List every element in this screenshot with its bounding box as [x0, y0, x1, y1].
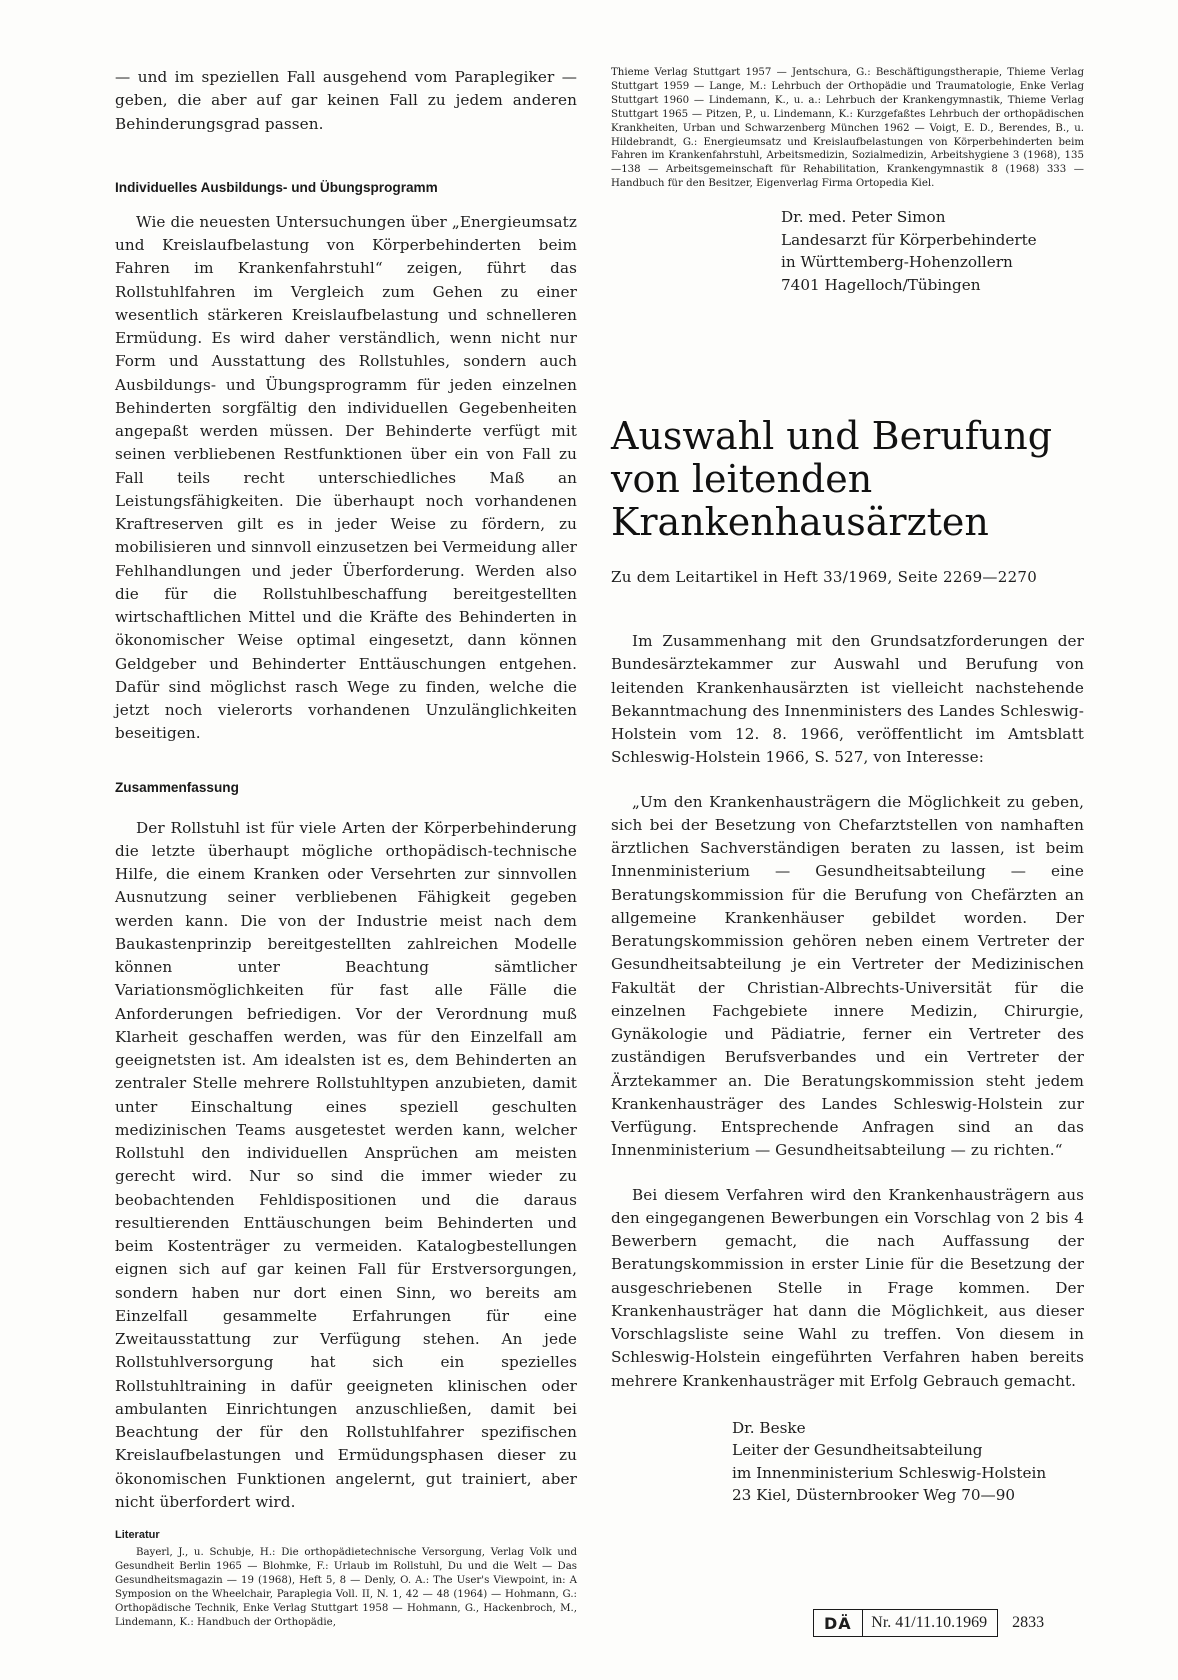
section-heading-summary: Zusammenfassung: [115, 779, 239, 795]
literature-list-continued: Thieme Verlag Stuttgart 1957 — Jentschura, G.: Beschäftigungstherapie, Thieme Verlag Stuttgart 1959 — Lange, M.: Lehrbuch der Orthopädie und Traumatologie, Enke Verlag Stuttgart 1960 — Lindemann, K., u. a.: Lehrbuch der Krankengymnastik, Thieme Verlag Stuttgart 1965 — Pitzen, P., u. Lindemann, K.: Kurzgefaßtes Lehrbuch der orthopädischen Krankheiten, Urban und Schwarzenberg München 1962 — Voigt, E. D., Berendes, B., u. Hildebrandt, G.: Energieumsatz und Kreislaufbelastungen von Körperbehinderten beim Fahren im Krankenfahrstuhl, Arbeitsmedizin, Sozialmedizin, Arbeitshygiene 3 (1968), 135—138 — Arbeitsgemeinschaft für Rehabilitation, Krankengymnastik 8 (1968) 333 — Handbuch für den Besitzer, Eigenverlag Firma Ortopedia Kiel.: [611, 67, 1084, 190]
letter-quote: „Um den Krankenhausträgern die Möglichkeit zu geben, sich bei der Besetzung von Chefarztstellen von namhaften ärztlichen Sachverständigen beraten zu lassen, ist beim Innenministerium — Gesundheitsabteilung — eine Beratungskommission für die Berufung von Chefärzten an allgemeine Krankenhäuser gebildet worden. Der Beratungskommission gehören neben einem Vertreter der Gesundheitsabteilung je ein Vertreter der Medizinischen Fakultät der Christian-Albrechts-Universität für die einzelnen Fachgebiete innere Medizin, Chirurgie, Gynäkologie und Pädiatrie, ferner ein Vertreter des zuständigen Berufsverbandes und ein Vertreter der Ärztekammer an. Die Beratungskommission steht jedem Krankenhausträger des Landes Schleswig-Holstein zur Verfügung. Entsprechende Anfragen sind an das Innenministerium — Gesundheitsabteilung — zu richten.“: [611, 792, 1084, 1160]
author-name: Dr. Beske: [732, 1418, 806, 1437]
author-address: 7401 Hagelloch/Tübingen: [781, 275, 981, 294]
left-column: [115, 66, 577, 1629]
article-title-line: von leitenden: [611, 457, 873, 502]
article-title: [611, 415, 1084, 544]
summary-paragraph: Der Rollstuhl ist für viele Arten der Körperbehinderung die letzte überhaupt mögliche orthopädisch-technische Hilfe, die einem Kranken oder Versehrten zur sinnvollen Ausnutzung seiner verbliebenen Fähigkeit gegeben werden kann. Die von der Industrie meist nach dem Baukastenprinzip bereitgestellten zahlreichen Modelle können unter Beachtung sämtlicher Variationsmöglichkeiten für fast alle Fälle die Anforderungen befriedigen. Vor der Verordnung muß Klarheit geschaffen werden, was für den Einzelfall am geeignetsten ist. Am idealsten ist es, dem Behinderten an zentraler Stelle mehrere Rollstuhltypen anzubieten, damit unter Einschaltung eines speziell geschulten medizinischen Teams ausgetestet werden kann, welcher Rollstuhl den individuellen Ansprüchen am meisten gerecht wird. Nur so sind die immer wieder zu beobachtenden Fehldispositionen und die daraus resultierenden Enttäuschungen beim Behinderten und beim Kostenträger zu vermeiden. Katalogbestellungen eignen sich auf gar keinen Fall für Erstversorgungen, sondern haben nur dort einen Sinn, wo bereits am Einzelfall gesammelte Erfahrungen für eine Zweitausstattung zur Verfügung stehen. An jede Rollstuhlversorgung hat sich ein spezielles Rollstuhltraining in dafür geeigneten klinischen oder ambulanten Einrichtungen anzuschließen, damit bei Beachtung der für den Rollstuhlfahrer spezifischen Kreislaufbelastungen und Ermüdungsphasen dieser zu ökonomischen Funktionen angelernt, gut trainiert, aber nicht überfordert wird.: [115, 818, 577, 1511]
author-name: Dr. med. Peter Simon: [781, 208, 946, 227]
page-number: 2833: [1012, 1614, 1045, 1631]
page-footer: [813, 1608, 1044, 1638]
right-column: [611, 66, 1084, 1507]
author-title: Landesarzt für Körperbehinderte: [781, 230, 1037, 249]
letter-paragraph-intro: Im Zusammenhang mit den Grundsatzforderungen der Bundesärztekammer zur Auswahl und Berufung von leitenden Krankenhausärzten ist vielleicht nachstehende Bekanntmachung des Innenministers des Landes Schleswig-Holstein vom 12. 8. 1966, veröffentlicht im Amtsblatt Schleswig-Holstein 1966, S. 527, von Interesse:: [611, 632, 1084, 767]
literature-list: Bayerl, J., u. Schubje, H.: Die orthopädietechnische Versorgung, Verlag Volk und Gesundheit Berlin 1965 — Blohmke, F.: Urlaub im Rollstuhl, Du und die Welt — Das Gesundheitsmagazin — 19 (1968), Heft 5, 8 — Denly, O. A.: The User's Viewpoint, in: A Symposion on the Wheelchair, Paraplegia Voll. II, N. 1, 42 — 48 (1964) — Hohmann, G.: Orthopädische Technik, Enke Verlag Stuttgart 1958 — Hohmann, G., Hackenbroch, M., Lindemann, K.: Handbuch der Orthopädie,: [115, 1547, 577, 1628]
article-subtitle: Zu dem Leitartikel in Heft 33/1969, Seite 2269—2270: [611, 568, 1038, 587]
section-heading-training: Individuelles Ausbildungs- und Übungsprogramm: [115, 179, 438, 195]
author-signature-beske: [732, 1417, 1084, 1507]
issue-label: Nr. 41/11.10.1969: [871, 1614, 988, 1631]
author-signature-simon: [781, 206, 1084, 296]
intro-paragraph: — und im speziellen Fall ausgehend vom Paraplegiker — geben, die aber auf gar keinen Fall zu jedem anderen Behinderungsgrad passen.: [115, 68, 577, 133]
training-paragraph: Wie die neuesten Untersuchungen über „Energieumsatz und Kreislaufbelastung von Körperbehinderten beim Fahren im Krankenfahrstuhl“ zeigen, führt das Rollstuhlfahren im Vergleich zum Gehen zu einer wesentlich stärkeren Kreislaufbelastung und schnelleren Ermüdung. Es wird daher verständlich, wenn nicht nur Form und Ausstattung des Rollstuhles, sondern auch Ausbildungs- und Übungsprogramm für jeden einzelnen Behinderten sorgfältig den individuellen Gegebenheiten angepaßt werden müssen. Der Behinderte verfügt mit seinen verbliebenen Restfunktionen über ein von Fall zu Fall teils recht unterschiedliches Maß an Leistungsfähigkeiten. Die überhaupt noch vorhandenen Kraftreserven gilt es in jeder Weise zu fördern, zu mobilisieren und sinnvoll einzusetzen bei Vermeidung aller Fehlhandlungen und jeder Überforderung. Werden also die für die Rollstuhlbeschaffung bereitgestellten wirtschaftlichen Mittel und die Kräfte des Behinderten in ökonomischer Weise optimal eingesetzt, dann können Geldgeber und Behinderter Enttäuschungen entgehen. Dafür sind möglichst rasch Wege zu finden, welche die jetzt noch vielerorts vorhandenen Unzulänglichkeiten beseitigen.: [115, 212, 577, 743]
author-region: in Württemberg-Hohenzollern: [781, 253, 1013, 272]
journal-logo: DÄ: [824, 1613, 852, 1633]
journal-issue-box: [813, 1609, 998, 1637]
author-title: Leiter der Gesundheitsabteilung: [732, 1441, 983, 1460]
box-divider: [862, 1609, 864, 1637]
article-title-line: Krankenhausärzten: [611, 500, 989, 545]
article-title-line: Auswahl und Berufung: [611, 414, 1053, 459]
letter-paragraph-procedure: Bei diesem Verfahren wird den Krankenhausträgern aus den eingegangenen Bewerbungen ein Vorschlag von 2 bis 4 Bewerbern gemacht, die nach Auffassung der Beratungskommission in erster Linie für die Besetzung der ausgeschriebenen Stelle in Frage kommen. Der Krankenhausträger hat dann die Möglichkeit, aus dieser Vorschlagsliste seine Wahl zu treffen. Von diesem in Schleswig-Holstein eingeführten Verfahren haben bereits mehrere Krankenhausträger mit Erfolg Gebrauch gemacht.: [611, 1185, 1084, 1390]
author-address: 23 Kiel, Düsternbrooker Weg 70—90: [732, 1486, 1016, 1505]
author-institution: im Innenministerium Schleswig-Holstein: [732, 1463, 1047, 1482]
literature-heading: Literatur: [115, 1529, 160, 1541]
